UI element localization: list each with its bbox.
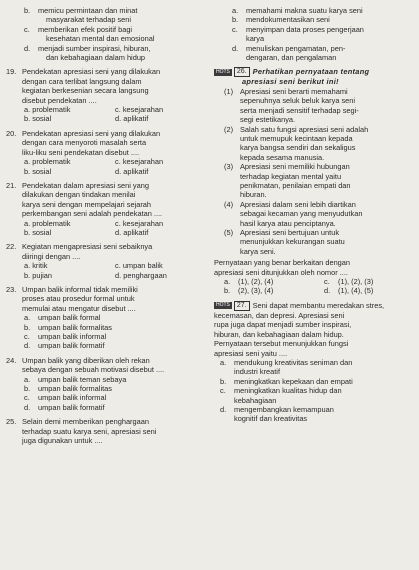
- answer-option[interactable]: (2), (3), (4): [238, 286, 274, 296]
- question-19: 19. Pendekatan apresiasi seni yang dilakukan dengan cara terlibat langsung dalam kegiatan berkesenian secara langsung disebut pendekatan .... a. problematik c. kesejarahan b. sosial d. aplikatif: [6, 67, 206, 123]
- answer-option[interactable]: c. kesejarahan: [115, 105, 164, 115]
- answer-option[interactable]: (1), (4), (5): [338, 286, 374, 296]
- q25-option-c[interactable]: c. menyimpan data proses pengerjaan karya: [232, 24, 364, 44]
- hots-badge: HOTS: [216, 68, 230, 75]
- q25-option-a[interactable]: a. memahami makna suatu karya seni: [232, 6, 363, 15]
- answer-option[interactable]: d. penghargaan: [115, 270, 167, 280]
- answer-option[interactable]: b. meningkatkan kepekaan dan empati: [220, 376, 353, 386]
- answer-option[interactable]: a. kritik: [24, 261, 48, 271]
- statement-item: (5) Apresiasi seni bertujuan untuk menunjukkan kekurangan suatu karya seni.: [224, 227, 345, 256]
- statement-item: (1) Apresiasi seni berarti memahami sepenuhnya seluk beluk karya seni serta menjadi sensitif terhadap segi- segi estetikanya.: [224, 86, 359, 125]
- question-number-box: 26.: [234, 67, 250, 77]
- statement-item: (3) Apresiasi seni memiliki hubungan terhadap kegiatan mental yaitu penikmatan, penilaian empati dan hiburan.: [224, 162, 351, 200]
- q18-option-b: b. memicu permintaan dan minat masyarakat terhadap seni: [24, 6, 138, 25]
- answer-option[interactable]: c. kesejarahan: [115, 157, 164, 167]
- answer-option[interactable]: d. umpan balik formatif: [24, 341, 105, 351]
- question-24: 24. Umpan balik yang diberikan oleh rekan sebaya dengan sebuah motivasi disebut .... a. umpan balik teman sebaya b. umpan balik formalitas c. umpan balik informal d. umpan balik formatif: [6, 356, 206, 412]
- answer-option[interactable]: c. kesejarahan: [115, 218, 164, 228]
- answer-option[interactable]: c. umpan balik informal: [24, 332, 107, 341]
- hots-badge: HOTS: [216, 302, 230, 309]
- statement-item: (4) Apresiasi dalam seni lebih diartikan sebagai kecaman yang menyudutkan hasil karya atau penciptanya.: [224, 199, 363, 228]
- question-number-box: 27.: [234, 301, 250, 311]
- answer-option[interactable]: b. sosial: [24, 166, 52, 176]
- question-26-options: [214, 277, 414, 296]
- answer-option[interactable]: a. mendukung kreativitas seniman dan industri kreatif: [220, 357, 353, 377]
- answer-option-letter[interactable]: d.: [324, 286, 331, 296]
- question-20-options: [6, 157, 206, 176]
- answer-option[interactable]: d. aplikatif: [115, 166, 149, 176]
- q25-option-d[interactable]: d. menuliskan pengamatan, pen- dengaran, dan pengalaman: [232, 43, 346, 63]
- question-26: HOTS 26. Perhatikan pernyataan tentang apresiasi seni berikut ini! (1) Apresiasi seni berarti memahami sepenuhnya seluk beluk karya seni serta menjadi sensitif terhadap segi- segi estetikanya. (2) Salah satu fungsi apresiasi seni adalah untuk memupuk kecintaan kepada karya bangsa sendiri dan sekaligus kepada sesama manusia. (3) Apresiasi seni memiliki hubungan terhadap kegiatan mental yaitu penikmatan, penilaian empati dan hiburan. (4) Apresiasi dalam seni lebih diartikan sebagai kecaman yang menyudutkan hasil karya atau penciptanya. (5) Apresiasi seni bertujuan untuk menunjukkan kekurangan suatu karya seni. Pernyataan yang benar berkaitan dengan apresiasi seni ditunjukkan oleh nomor .... a. (1), (2), (4) c. (1), (2), (3) b. (2), (3), (4) d. (1), (4), (5): [214, 67, 414, 295]
- question-21: 21. Pendekatan dalam apresiasi seni yang dilakukan dengan tindakan menilai karya seni dengan mempelajari sejarah perkembangan seni adalah pendekatan .... a. problematik c. kesejarahan b. sosial d. aplikatif: [6, 181, 206, 237]
- statement-item: (2) Salah satu fungsi apresiasi seni adalah untuk memupuk kecintaan kepada karya bangsa sendiri dan sekaligus kepada sesama manusia.: [224, 124, 369, 162]
- answer-option[interactable]: (1), (2), (4): [238, 277, 274, 287]
- answer-option[interactable]: b. umpan balik formalitas: [24, 384, 112, 394]
- answer-option[interactable]: b. sosial: [24, 114, 52, 124]
- question-23: 23. Umpan balik informal tidak memiliki proses atau prosedur formal untuk memulai atau mengatur disebut .... a. umpan balik formal b. umpan balik formalitas c. umpan balik informal d. umpan balik formatif: [6, 285, 206, 351]
- q26-title: Perhatikan pernyataan tentang: [252, 67, 370, 77]
- answer-option[interactable]: d. mengembangkan kemampuan kognitif dan kreativitas: [220, 404, 334, 424]
- answer-option[interactable]: b. sosial: [24, 227, 52, 237]
- q18-option-c: c. memberikan efek positif bagi kesehatan mental dan emosional: [24, 24, 155, 44]
- statement-list: [214, 87, 414, 256]
- right-column: [214, 6, 414, 424]
- question-27: HOTS 27. Seni dapat membantu meredakan stres, kecemasan, dan depresi. Apresiasi seni rupa juga dapat menjadi sumber inspirasi, hiburan, dan kebahagiaan dalam hidup. Pernyataan tersebut menunjukkan fungsi apresiasi seni yaitu .... a. mendukung kreativitas seniman dan industri kreatif b. meningkatkan kepekaan dan empati c. meningkatkan kualitas hidup dan kebahagiaan d. mengembangkan kemampuan kognitif dan kreativitas: [214, 301, 414, 424]
- answer-option[interactable]: d. aplikatif: [115, 114, 149, 124]
- q25-option-b[interactable]: b. mendokumentasikan seni: [232, 15, 330, 25]
- answer-option[interactable]: c. umpan balik informal: [24, 393, 107, 403]
- answer-option[interactable]: a. umpan balik formal: [24, 313, 101, 323]
- answer-option[interactable]: a. problematik: [24, 218, 71, 228]
- answer-option[interactable]: d. umpan balik formatif: [24, 402, 105, 412]
- answer-option[interactable]: a. problematik: [24, 157, 71, 167]
- question-19-options: [6, 105, 206, 124]
- answer-option[interactable]: a. problematik: [24, 105, 71, 115]
- answer-option[interactable]: c. umpan balik: [115, 261, 163, 271]
- question-25: 25. Selain demi memberikan penghargaan terhadap suatu karya seni, apresiasi seni juga digunakan untuk ....: [6, 417, 157, 446]
- answer-option[interactable]: a. umpan balik teman sebaya: [24, 374, 127, 384]
- answer-option-letter[interactable]: b.: [224, 286, 231, 296]
- answer-option[interactable]: b. umpan balik formalitas: [24, 322, 112, 332]
- question-22-options: [6, 261, 206, 280]
- answer-option[interactable]: c. meningkatkan kualitas hidup dan kebahagiaan: [220, 386, 342, 405]
- question-20: 20. Pendekatan apresiasi seni yang dilakukan dengan cara menyoroti masalah serta liku-liku seni pendekatan disebut .... a. problematik c. kesejarahan b. sosial d. aplikatif: [6, 129, 206, 176]
- left-column: [6, 6, 206, 445]
- question-21-options: [6, 219, 206, 238]
- q18-option-d: d. menjadi sumber inspirasi, hiburan, dan kebahagiaan dalam hidup: [24, 43, 151, 63]
- answer-option[interactable]: b. pujian: [24, 270, 52, 280]
- question-22: 22. Kegiatan mengapresiasi seni sebaiknya diiringi dengan .... a. kritik c. umpan balik b. pujian d. penghargaan: [6, 242, 206, 280]
- answer-option-letter[interactable]: a.: [224, 277, 231, 287]
- answer-option[interactable]: d. aplikatif: [115, 227, 149, 237]
- answer-option[interactable]: (1), (2), (3): [338, 277, 374, 287]
- answer-option-letter[interactable]: c.: [324, 277, 330, 287]
